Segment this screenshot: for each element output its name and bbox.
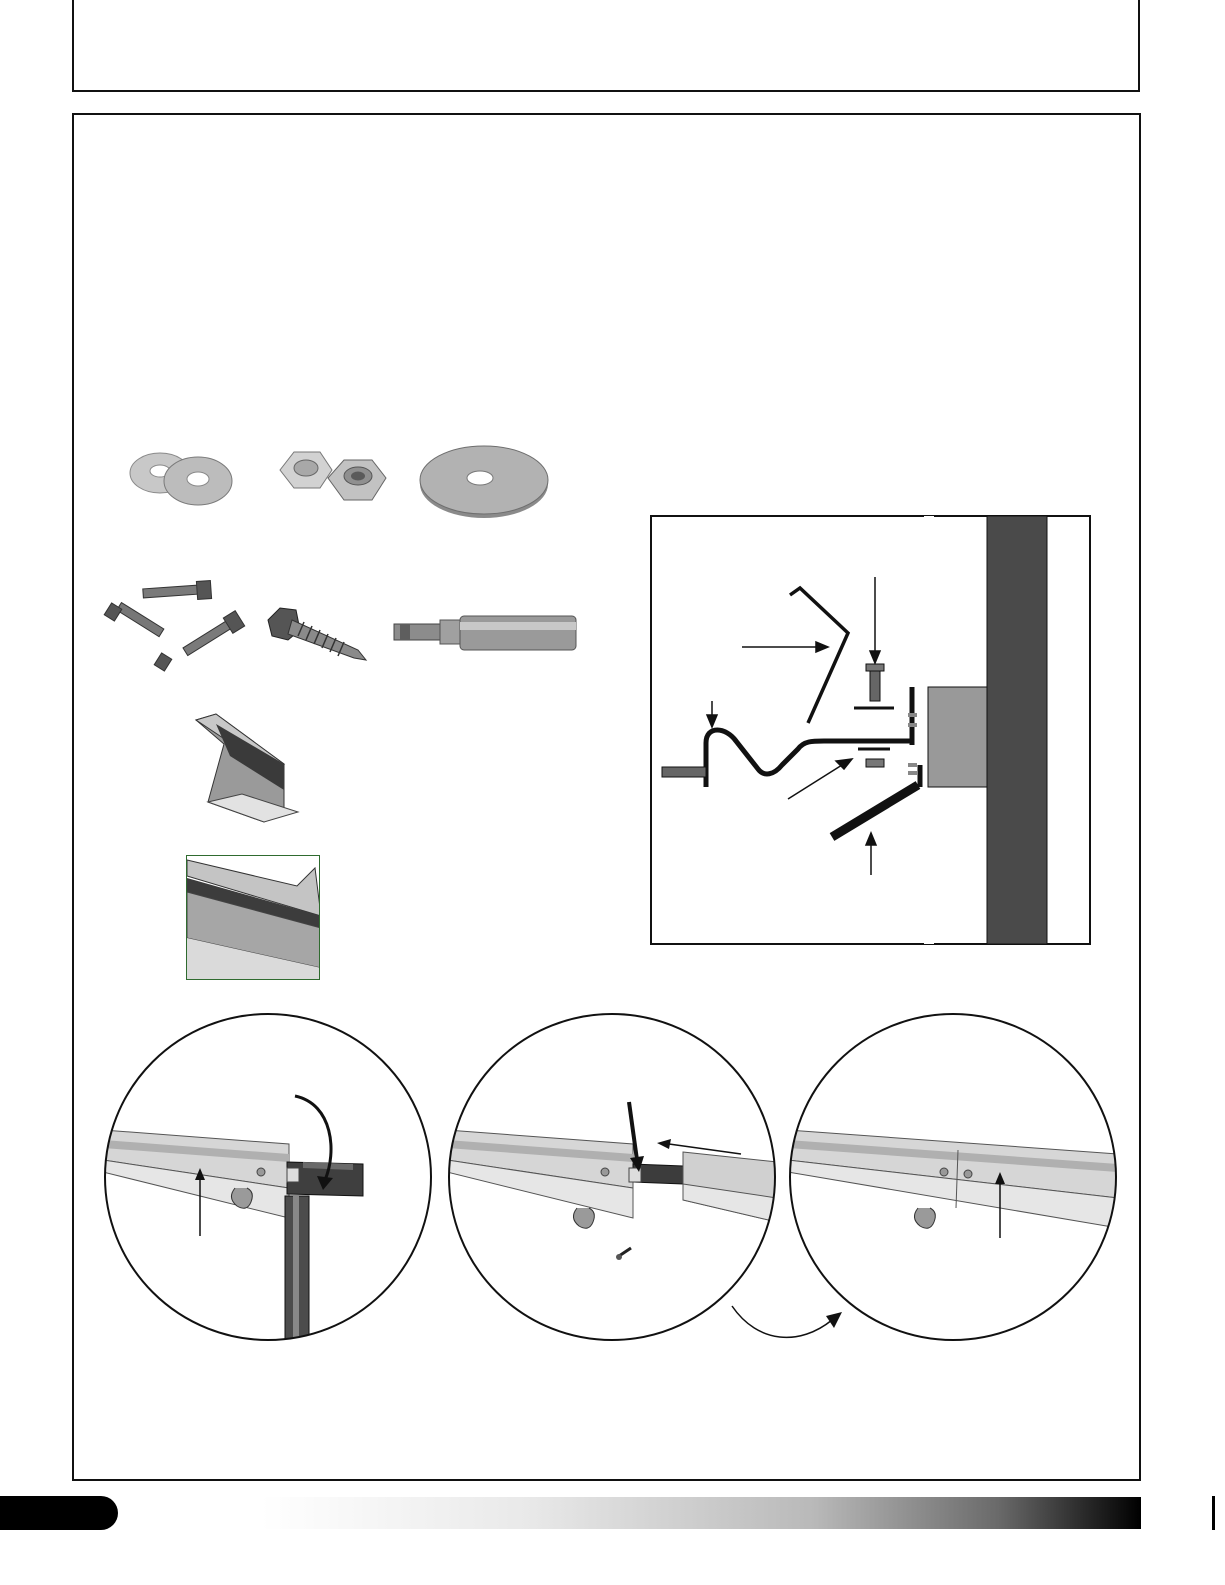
flat-washers-icon xyxy=(120,445,250,515)
footer-gradient-bar xyxy=(118,1497,1141,1529)
page-number-tab xyxy=(0,1496,118,1530)
self-drilling-screw-icon xyxy=(262,598,374,678)
gutter-cross-section-diagram xyxy=(650,515,1091,945)
lock-nuts-icon xyxy=(272,440,392,520)
step-1-gutter-placement-icon xyxy=(103,1012,433,1342)
fender-washer-icon xyxy=(418,442,550,522)
header-box xyxy=(72,0,1140,92)
hex-bolts-icon xyxy=(105,575,250,670)
step-2-gutter-splice-icon xyxy=(447,1012,777,1342)
gutter-clip-icon xyxy=(188,712,308,844)
footer-edge-mark xyxy=(1212,1496,1215,1530)
step-3-gutter-joined-icon xyxy=(788,1012,1118,1342)
gutter-clip-detail-icon xyxy=(186,855,320,980)
nut-driver-bit-icon xyxy=(392,612,582,656)
